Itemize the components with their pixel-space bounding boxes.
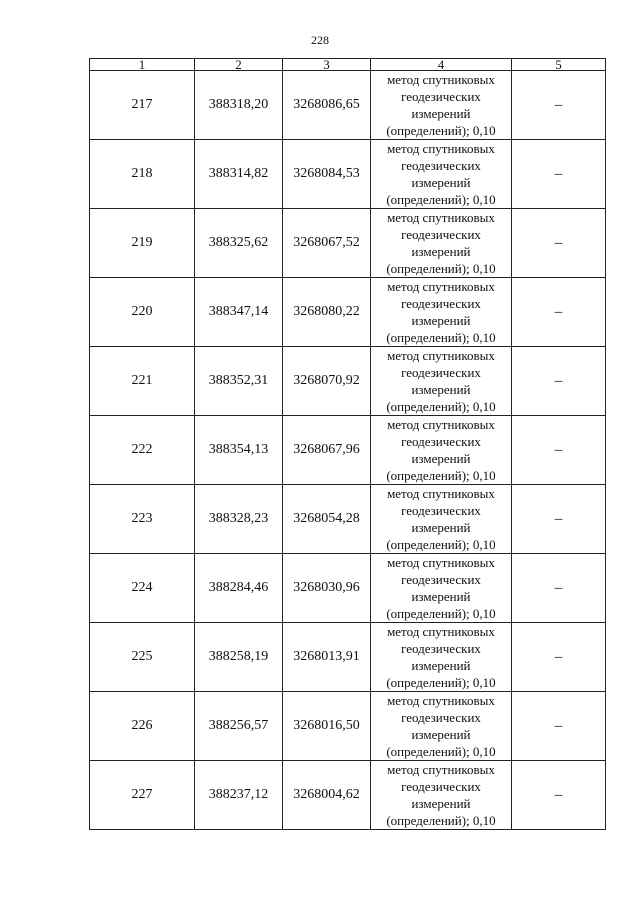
- note-cell: [512, 485, 606, 554]
- x-coordinate-cell: 388352,31: [195, 347, 283, 416]
- method-line: измерений: [411, 313, 471, 328]
- dash-value: –: [554, 510, 563, 527]
- method-cell: [371, 140, 512, 209]
- method-line: (определений); 0,10: [386, 399, 496, 414]
- method-line: (определений); 0,10: [386, 330, 496, 345]
- method-line: геодезических: [401, 227, 481, 242]
- y-coordinate-cell: 3268054,28: [283, 485, 371, 554]
- method-line: метод спутниковых: [387, 141, 495, 156]
- table-body: [90, 71, 606, 830]
- method-line: геодезических: [401, 434, 481, 449]
- dash-value: –: [554, 717, 563, 734]
- method-line: геодезических: [401, 779, 481, 794]
- column-header-2: 2: [195, 59, 283, 71]
- x-coordinate-cell: 388328,23: [195, 485, 283, 554]
- note-cell: [512, 416, 606, 485]
- method-line: (определений); 0,10: [386, 744, 496, 759]
- x-coordinate-cell: 388354,13: [195, 416, 283, 485]
- method-line: геодезических: [401, 365, 481, 380]
- x-coordinate-cell: 388347,14: [195, 278, 283, 347]
- method-line: геодезических: [401, 641, 481, 656]
- method-cell: [371, 209, 512, 278]
- method-line: измерений: [411, 796, 471, 811]
- note-cell: [512, 347, 606, 416]
- point-number-cell: 217: [90, 71, 195, 140]
- method-cell: [371, 278, 512, 347]
- method-cell: [371, 485, 512, 554]
- method-cell: [371, 623, 512, 692]
- dash-value: –: [554, 441, 563, 458]
- method-line: метод спутниковых: [387, 693, 495, 708]
- method-line: измерений: [411, 520, 471, 535]
- point-number-cell: 218: [90, 140, 195, 209]
- point-number-cell: 225: [90, 623, 195, 692]
- method-line: метод спутниковых: [387, 555, 495, 570]
- method-line: метод спутниковых: [387, 210, 495, 225]
- dash-value: –: [554, 648, 563, 665]
- dash-value: –: [554, 372, 563, 389]
- y-coordinate-cell: 3268030,96: [283, 554, 371, 623]
- method-line: геодезических: [401, 158, 481, 173]
- method-line: измерений: [411, 451, 471, 466]
- point-number-cell: 226: [90, 692, 195, 761]
- method-line: (определений); 0,10: [386, 468, 496, 483]
- dash-value: –: [554, 303, 563, 320]
- method-line: измерений: [411, 106, 471, 121]
- method-line: (определений); 0,10: [386, 813, 496, 828]
- x-coordinate-cell: 388258,19: [195, 623, 283, 692]
- y-coordinate-cell: 3268067,96: [283, 416, 371, 485]
- method-cell: [371, 416, 512, 485]
- point-number-cell: 221: [90, 347, 195, 416]
- table-row: [90, 485, 606, 554]
- method-line: измерений: [411, 175, 471, 190]
- point-number-cell: 224: [90, 554, 195, 623]
- point-number-cell: 219: [90, 209, 195, 278]
- table-header-row: [90, 59, 606, 71]
- note-cell: [512, 140, 606, 209]
- method-line: геодезических: [401, 89, 481, 104]
- y-coordinate-cell: 3268013,91: [283, 623, 371, 692]
- y-coordinate-cell: 3268080,22: [283, 278, 371, 347]
- point-number-cell: 223: [90, 485, 195, 554]
- note-cell: [512, 554, 606, 623]
- method-cell: [371, 347, 512, 416]
- table-row: [90, 71, 606, 140]
- method-line: метод спутниковых: [387, 762, 495, 777]
- method-line: геодезических: [401, 296, 481, 311]
- method-line: измерений: [411, 727, 471, 742]
- method-line: (определений); 0,10: [386, 606, 496, 621]
- method-line: геодезических: [401, 572, 481, 587]
- method-line: измерений: [411, 658, 471, 673]
- method-line: (определений); 0,10: [386, 123, 496, 138]
- dash-value: –: [554, 234, 563, 251]
- x-coordinate-cell: 388256,57: [195, 692, 283, 761]
- table-row: [90, 623, 606, 692]
- point-number-cell: 220: [90, 278, 195, 347]
- method-cell: [371, 71, 512, 140]
- method-cell: [371, 761, 512, 830]
- y-coordinate-cell: 3268086,65: [283, 71, 371, 140]
- page-number: 228: [311, 33, 329, 47]
- method-line: метод спутниковых: [387, 72, 495, 87]
- table-row: [90, 347, 606, 416]
- method-line: метод спутниковых: [387, 417, 495, 432]
- table-row: [90, 209, 606, 278]
- method-line: (определений); 0,10: [386, 192, 496, 207]
- method-line: метод спутниковых: [387, 279, 495, 294]
- column-header-5: 5: [512, 59, 606, 71]
- table-row: [90, 692, 606, 761]
- table-row: [90, 416, 606, 485]
- x-coordinate-cell: 388325,62: [195, 209, 283, 278]
- table-row: [90, 278, 606, 347]
- point-number-cell: 227: [90, 761, 195, 830]
- method-cell: [371, 554, 512, 623]
- column-header-1: 1: [90, 59, 195, 71]
- table-row: [90, 554, 606, 623]
- note-cell: [512, 692, 606, 761]
- coordinates-table: [89, 58, 606, 830]
- method-line: метод спутниковых: [387, 348, 495, 363]
- method-line: (определений); 0,10: [386, 261, 496, 276]
- column-header-4: 4: [371, 59, 512, 71]
- note-cell: [512, 278, 606, 347]
- point-number-cell: 222: [90, 416, 195, 485]
- method-line: измерений: [411, 244, 471, 259]
- method-line: измерений: [411, 589, 471, 604]
- dash-value: –: [554, 165, 563, 182]
- x-coordinate-cell: 388237,12: [195, 761, 283, 830]
- column-header-3: 3: [283, 59, 371, 71]
- table-row: [90, 761, 606, 830]
- x-coordinate-cell: 388318,20: [195, 71, 283, 140]
- note-cell: [512, 209, 606, 278]
- method-line: измерений: [411, 382, 471, 397]
- x-coordinate-cell: 388284,46: [195, 554, 283, 623]
- method-line: (определений); 0,10: [386, 675, 496, 690]
- note-cell: [512, 623, 606, 692]
- method-line: метод спутниковых: [387, 624, 495, 639]
- y-coordinate-cell: 3268084,53: [283, 140, 371, 209]
- note-cell: [512, 71, 606, 140]
- dash-value: –: [554, 96, 563, 113]
- method-line: геодезических: [401, 503, 481, 518]
- y-coordinate-cell: 3268004,62: [283, 761, 371, 830]
- y-coordinate-cell: 3268070,92: [283, 347, 371, 416]
- x-coordinate-cell: 388314,82: [195, 140, 283, 209]
- method-line: (определений); 0,10: [386, 537, 496, 552]
- method-line: метод спутниковых: [387, 486, 495, 501]
- y-coordinate-cell: 3268016,50: [283, 692, 371, 761]
- method-line: геодезических: [401, 710, 481, 725]
- table-row: [90, 140, 606, 209]
- dash-value: –: [554, 786, 563, 803]
- method-cell: [371, 692, 512, 761]
- note-cell: [512, 761, 606, 830]
- y-coordinate-cell: 3268067,52: [283, 209, 371, 278]
- dash-value: –: [554, 579, 563, 596]
